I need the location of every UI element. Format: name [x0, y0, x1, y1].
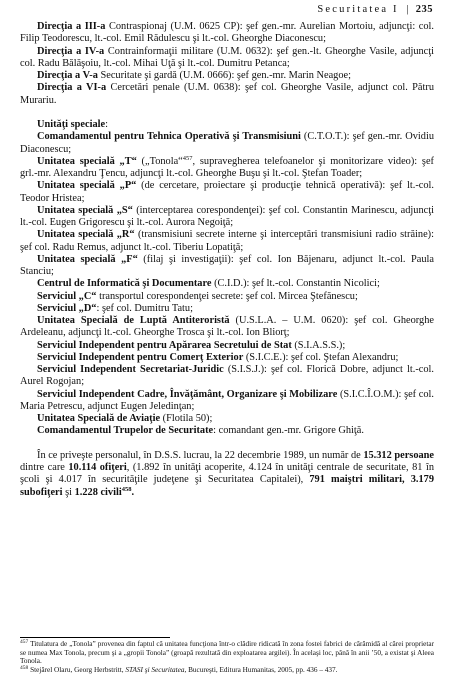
unit-name: Comandamentul Trupelor de Securitate — [37, 425, 214, 437]
personnel-paragraph: În ce priveşte personalul, în D.S.S. lucrau, la 22 decembrie 1989, un număr de 15.312 persoane dintre care 10.114 ofiţeri, (1.892 în unităţi acoperite, 4.124 în unităţi centrale de securitate, 81 în şcoli şi 4.017 în securităţile judeţene şi Securitatea Capitalei), 791 maiştri militari, 3.179 subofiţeri şi 1.228 civili$^{458}$. — [20, 449, 435, 498]
direction-paragraph: Direcţia a VI-a Cercetări penale (U.M. 0638): şef col. Gheorghe Vasile, adjunct col. Pătru Murariu. — [20, 82, 434, 106]
footnote-divider — [20, 637, 170, 638]
direction-paragraph: Direcţia a IV-a Contrainformaţii militare (U.M. 0632): şef gen.-lt. Gheorghe Vasile, adjuncţi col. Radu Bălăşoiu, lt.-col. Mihai Uţă şi lt.-col. Dumitru Petanca; — [20, 45, 434, 69]
footnote-number: 457 — [20, 639, 29, 645]
book-title: STASI şi Securitatea — [125, 665, 185, 674]
unit-paragraph: Unitatea Specială de Aviaţie (Flotila 50); — [37, 413, 213, 424]
spacer — [20, 438, 434, 450]
footnote-ref-458[interactable]: 458 — [121, 485, 132, 493]
unit-name: Serviciul „C“ — [37, 290, 97, 302]
direction-name: Direcţia a IV-a — [37, 45, 105, 57]
unit-name: Serviciul Independent pentru Comerţ Exterior — [37, 351, 244, 363]
unit-paragraph: Serviciul Independent Secretariat-Juridic (S.I.S.J.): şef col. Florică Dobre, adjunct lt.-col. Aurel Rogojan; — [20, 364, 434, 388]
unit-paragraph: Serviciul „D“: şef col. Dumitru Tatu; — [37, 302, 193, 314]
direction-paragraph: Direcţia a V-a Securitate şi gardă (U.M. 0666): şef gen.-mr. Marin Neagoe; — [37, 70, 351, 81]
unit-name: Serviciul „D“ — [37, 302, 97, 314]
unit-name: Comandamentul pentru Tehnica Operativă şi Transmisiuni — [37, 131, 301, 143]
unit-paragraph: Unitatea specială „R“ (transmisiuni secrete interne şi interceptări transmisiuni radio străine): şef col. Radu Remus, adjunct lt.-col. Tiberiu Lopatiţă; — [20, 229, 434, 253]
running-header — [20, 4, 433, 18]
footnote-457: $^{457}$ Titulatura de „Tonola” provenea din faptul că unitatea funcţiona într-o clădire ridicată în zona fostei fabrici de cărămidă al cărei proprietar se numea Max Tonola, precum şi a „gropii Tonola” (groapă rezultată din exploatarea argilei). În acelaşi loc, până în anii ’50, a existat şi Aleea Tonola. — [20, 639, 434, 666]
unit-name: Unitatea specială „T“ — [37, 155, 137, 167]
unit-name: Unitatea Specială de Luptă Antiteroristă — [37, 315, 230, 326]
unit-name: Unitatea specială „R“ — [37, 229, 135, 241]
unit-name: Serviciul Independent Secretariat-Juridic — [37, 364, 224, 375]
footnote-ref-457[interactable]: 457 — [182, 154, 193, 162]
unit-paragraph: Serviciul Independent pentru Apărarea Secretului de Stat (S.I.A.S.S.); — [37, 339, 346, 351]
direction-name: Direcţia a V-a — [37, 70, 98, 81]
unit-name: Serviciul Independent Cadre, Învăţământ, Organizare şi Mobilizare — [37, 388, 338, 400]
unit-name: Unitatea specială „S“ — [37, 204, 133, 216]
unit-paragraph: Serviciul Independent pentru Comerţ Exterior (S.I.C.E.): şef col. Ştefan Alexandru; — [37, 351, 399, 363]
unit-paragraph: Serviciul „C“ transportul corespondenţei secrete: şef col. Mircea Ştefănescu; — [37, 290, 358, 302]
direction-name: Direcţia a VI-a — [37, 82, 107, 94]
page-number: 235 — [415, 4, 433, 15]
spacer — [20, 107, 434, 119]
section-heading: Unităţi speciale: — [37, 119, 108, 130]
unit-paragraph: Unitatea specială „P“ (de cercetare, proiectare şi producţie tehnică operativă): şef lt.-col. Teodor Hristea; — [20, 180, 434, 204]
unit-name: Unitatea specială „P“ — [37, 180, 137, 192]
direction-name: Direcţia a III-a — [37, 21, 106, 32]
unit-paragraph: Unitatea specială „F“ (filaj şi investigaţii): şef col. Ion Băjenaru, adjunct lt.-col. Paula Stanciu; — [20, 253, 434, 277]
unit-paragraph: Serviciul Independent Cadre, Învăţământ, Organizare şi Mobilizare (S.I.C.Î.O.M.): şef col. Maria Petrescu, adjunct Eugen Jeledinţan; — [20, 388, 434, 412]
unit-name: Serviciul Independent pentru Apărarea Secretului de Stat — [37, 339, 292, 351]
unit-paragraph: Comandamentul pentru Tehnica Operativă şi Transmisiuni (C.T.O.T.): şef gen.-mr. Ovidiu Diaconescu; — [20, 131, 434, 155]
unit-paragraph: Unitatea specială „S“ (interceptarea corespondenţei): şef col. Constantin Marinescu, adjuncţi lt.-col. Eugen Grigorescu şi lt.-col. Aurora Negoiţă; — [20, 204, 434, 228]
direction-paragraph: Direcţia a III-a Contraspionaj (U.M. 0625 CP): şef gen.-mr. Aurelian Mortoiu, adjuncţi: col. Filip Teodorescu, lt.-col. Emil Rădulescu şi lt.-col. Gheorghe Diaconescu; — [20, 21, 434, 45]
footnote-number: 458 — [20, 664, 29, 671]
unit-paragraph: Comandamentul Trupelor de Securitate: comandant gen.-mr. Grigore Ghiţă. — [37, 425, 364, 437]
unit-paragraph: Unitatea specială „T“ („Tonola“$^{457}$, supravegherea telefoanelor şi monitorizare video): şef grl.-mr. Alexandru Ţencu, adjuncţi lt.-col. Gheorghe Buşu şi lt.-col. Ştefan Toader; — [20, 154, 434, 179]
unit-paragraph: Centrul de Informatică şi Documentare (C.I.D.): şef lt.-col. Constantin Nicolici; — [37, 278, 380, 290]
footnotes — [20, 640, 434, 674]
unit-name: Unitatea Specială de Aviaţie — [37, 413, 161, 424]
unit-name: Unitatea specială „F“ — [37, 253, 138, 265]
running-title: Securitatea I — [317, 4, 399, 15]
header-separator: | — [406, 4, 409, 15]
page-body — [20, 21, 434, 499]
unit-paragraph: Unitatea Specială de Luptă Antiteroristă (U.S.L.A. – U.M. 0620): şef col. Gheorghe Ardeleanu, adjuncţi lt.-col. Gheorghe Trosca şi lt.-col. Ion Bliorţ; — [20, 315, 434, 339]
footnote-458: $^{458}$ Stejărel Olaru, Georg Herbstritt, STASI şi Securitatea, Bucureşti, Editura Humanitas, 2005, pp. 436 – 437. — [20, 664, 338, 674]
unit-name: Centrul de Informatică şi Documentare — [37, 278, 212, 290]
